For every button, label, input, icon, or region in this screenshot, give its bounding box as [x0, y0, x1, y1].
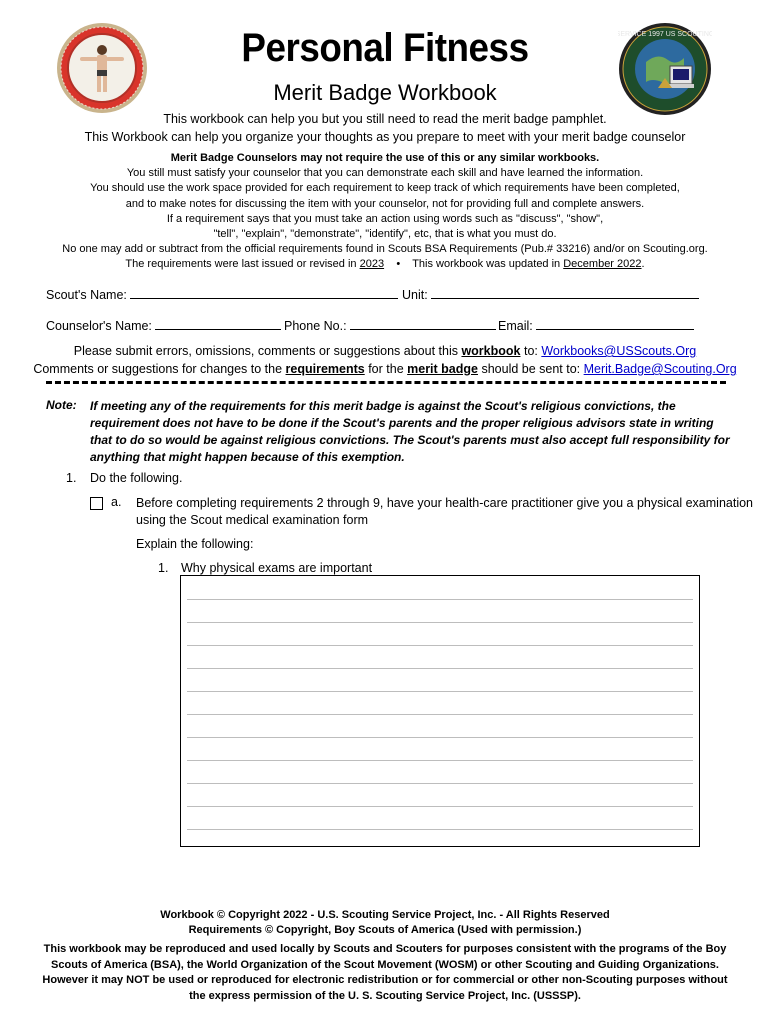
notice-line-4: If a requirement says that you must take an action using words such as "discuss", "show",	[166, 212, 604, 225]
submit-line1-prefix: Please submit errors, omissions, comments or suggestions about this	[73, 344, 462, 358]
notice-line-6: No one may add or subtract from the official requirements found in Scouts BSA Requirements (Pub.# 33216) and/or on Scouting.org.	[62, 243, 708, 256]
submit-line2-mid: for the	[364, 362, 408, 376]
req-1a-line-1: Before completing requirements 2 through 9, have your health-care practitioner give you a physical examination	[136, 496, 754, 510]
req-1a-letter: a.	[111, 495, 122, 509]
phone-label: Phone No.:	[284, 319, 347, 333]
notice-line-5: "tell", "explain", "demonstrate", "identify", etc, that is what you must do.	[213, 228, 557, 241]
email-row	[498, 317, 694, 333]
sub-1-text: Why physical exams are important	[181, 561, 373, 575]
explain-label: Explain the following:	[136, 537, 254, 551]
answer-line	[187, 599, 693, 600]
answer-line	[187, 737, 693, 738]
phone-field[interactable]	[350, 317, 496, 330]
unit-field[interactable]	[431, 286, 699, 299]
scout-name-label: Scout's Name:	[46, 288, 127, 302]
counselor-name-field[interactable]	[155, 317, 281, 330]
submit-line-1	[0, 342, 770, 360]
submit-info	[0, 342, 770, 378]
counselor-notice-heading: Merit Badge Counselors may not require the use of this or any similar workbooks.	[170, 152, 600, 164]
req-1-number: 1.	[66, 471, 77, 485]
scout-name-field[interactable]	[130, 286, 398, 299]
intro-text	[0, 110, 770, 146]
answer-line	[187, 829, 693, 830]
submit-line2-bold1: requirements	[285, 362, 365, 376]
note-text: If meeting any of the requirements for this merit badge is against the Scout's religious convictions, the requirement does not have to be done if the Scout's parents and the proper religious advisors state in writing that to do so would be against religious convictions. The Scout's parents must also accept full responsibility for anything that might happen because of this exemption.	[90, 399, 730, 464]
counselor-row	[46, 317, 281, 333]
notice-line-3: and to make notes for discussing the item with your counselor, not for providing full and complete answers.	[125, 197, 645, 210]
submit-line1-mid: to:	[520, 344, 542, 358]
req-1a-line-2: using the Scout medical examination form	[136, 513, 369, 527]
revision-line	[0, 257, 770, 272]
counselor-notice	[0, 151, 770, 273]
answer-line	[187, 760, 693, 761]
issued-prefix: The requirements were last issued or revised in	[125, 258, 360, 271]
answer-box[interactable]	[180, 575, 700, 847]
updated-suffix: .	[641, 258, 645, 271]
page-subtitle: Merit Badge Workbook	[273, 80, 497, 105]
scout-name-row	[46, 286, 398, 302]
merit-badge-email-link[interactable]: Merit.Badge@Scouting.Org	[583, 362, 737, 376]
unit-row	[402, 286, 699, 302]
intro-line-2: This Workbook can help you organize your thoughts as you prepare to meet with your merit badge counselor	[84, 130, 686, 144]
seal-text: SERVICE 1997 US SCOUTING	[618, 31, 712, 38]
counselor-name-label: Counselor's Name:	[46, 319, 152, 333]
req-1a-text	[136, 495, 753, 529]
answer-line	[187, 806, 693, 807]
answer-line	[187, 714, 693, 715]
notice-line-1: You still must satisfy your counselor that you can demonstrate each skill and have learned the information.	[126, 167, 644, 180]
updated-date: December 2022	[563, 258, 642, 271]
updated-prefix: This workbook was updated in	[412, 258, 564, 271]
submit-line2-mid2: should be sent to:	[477, 362, 584, 376]
copyright-line-1: Workbook © Copyright 2022 - U.S. Scouting Service Project, Inc. - All Rights Reserved	[160, 909, 610, 921]
reproduction-notice: This workbook may be reproduced and used locally by Scouts and Scouters for purposes consistent with the programs of the Boy Scouts of America (BSA), the World Organization of the Scout Movement (WOSM) or other Scouting and Guiding Organizations. However it may NOT be used or reproduced for electronic redistribution or for commercial or other non-Scouting purposes without the express permission of the U. S. Scouting Service Project, Inc. (USSSP).	[42, 943, 728, 1002]
dashed-divider	[46, 381, 726, 384]
email-field[interactable]	[536, 317, 694, 330]
answer-line	[187, 645, 693, 646]
workbooks-email-link[interactable]: Workbooks@USScouts.Org	[541, 344, 697, 358]
answer-line	[187, 783, 693, 784]
issued-year: 2023	[359, 258, 385, 271]
submit-line-2	[0, 360, 770, 378]
copyright-block	[0, 908, 770, 938]
req-1-text: Do the following.	[90, 471, 183, 485]
submit-line2-bold2: merit badge	[407, 362, 478, 376]
copyright-line-2: Requirements © Copyright, Boy Scouts of America (Used with permission.)	[188, 924, 582, 936]
note-label: Note:	[46, 398, 77, 412]
req-1a-checkbox[interactable]	[90, 497, 103, 510]
intro-line-1: This workbook can help you but you still need to read the merit badge pamphlet.	[163, 112, 607, 126]
submit-line2-prefix: Comments or suggestions for changes to the	[33, 362, 286, 376]
page-title: Personal Fitness	[241, 26, 529, 70]
answer-line	[187, 622, 693, 623]
answer-line	[187, 691, 693, 692]
unit-label: Unit:	[402, 288, 428, 302]
phone-row	[284, 317, 496, 333]
answer-line	[187, 668, 693, 669]
submit-line1-bold: workbook	[461, 344, 521, 358]
sub-1-number: 1.	[158, 561, 169, 575]
email-label: Email:	[498, 319, 533, 333]
notice-line-2: You should use the work space provided for each requirement to keep track of which requirements have been completed,	[90, 182, 680, 195]
bullet: •	[396, 258, 401, 271]
